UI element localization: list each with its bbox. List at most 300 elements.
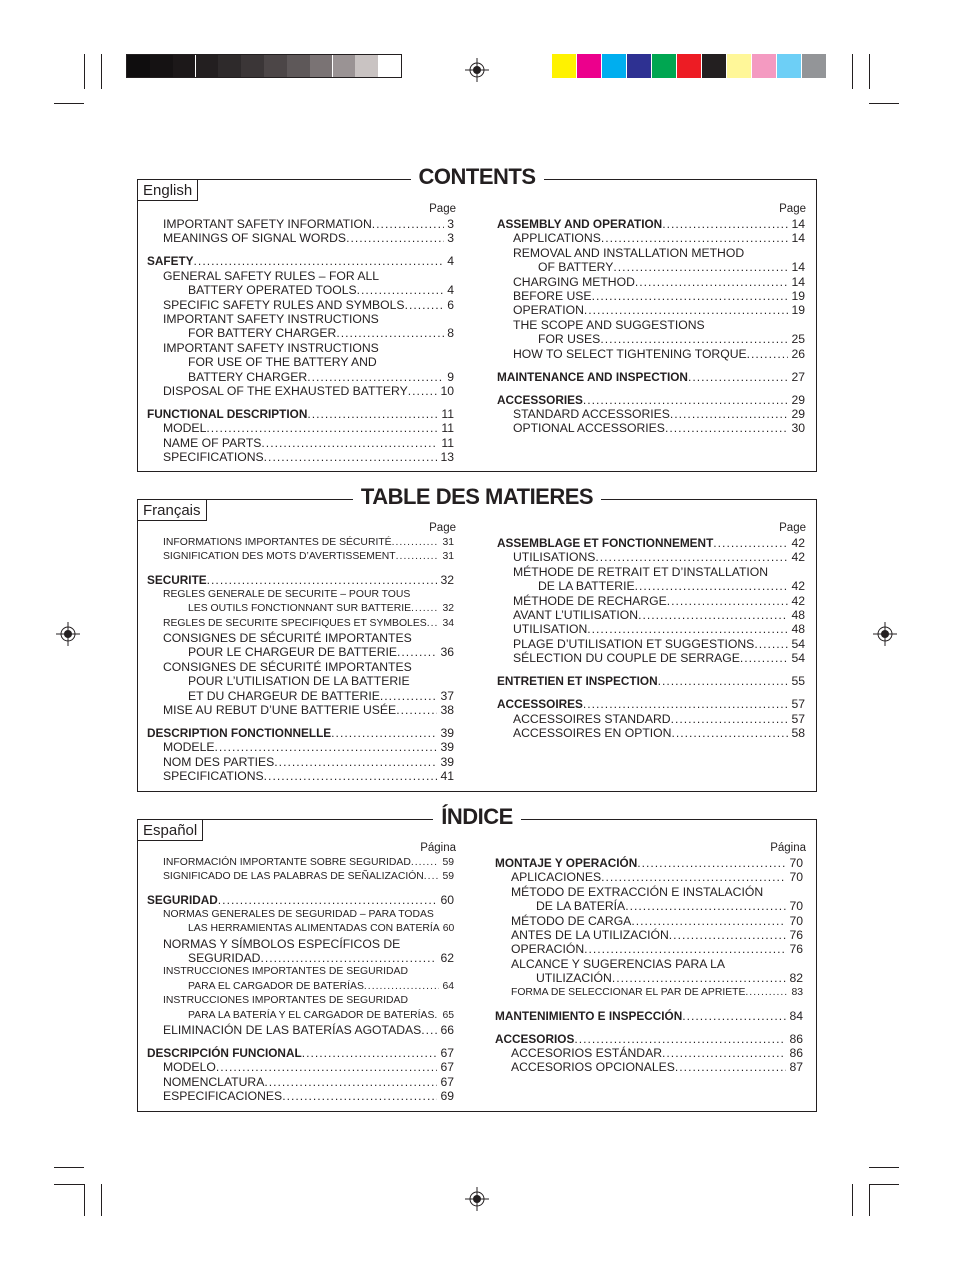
toc-page-number: 60 — [440, 893, 454, 908]
toc-entry-row — [511, 928, 803, 942]
toc-entry-row — [538, 332, 805, 346]
dot-leader — [740, 651, 789, 665]
toc-page-number: 62 — [440, 951, 454, 965]
toc-page-number — [802, 246, 805, 260]
toc-heading-row — [147, 254, 454, 268]
dot-leader — [682, 1009, 786, 1023]
toc-entry-row — [163, 908, 454, 922]
dot-leader — [658, 674, 789, 688]
toc-entry-title: HOW TO SELECT TIGHTENING TORQUE — [513, 346, 747, 361]
gray-swatch — [333, 55, 356, 77]
toc-page-number — [451, 355, 454, 369]
toc-entry-row — [188, 674, 454, 688]
toc-entry-row — [163, 965, 454, 979]
toc-entry-title: ACCESSOIRES EN OPTION — [513, 726, 672, 740]
toc-entry-title: MODEL — [163, 421, 207, 436]
toc-entry-title: ASSEMBLY AND OPERATION — [497, 217, 663, 231]
toc-entry-title: OPERACIÓN — [511, 942, 585, 957]
toc-page-number — [800, 957, 803, 971]
toc-entry-title: MODELO — [163, 1060, 216, 1075]
toc-page-number: 64 — [442, 980, 454, 992]
dot-leader — [216, 1060, 438, 1074]
dot-leader — [662, 217, 788, 231]
toc-entry-title: OF BATTERY — [538, 260, 614, 275]
toc-entry-title: GENERAL SAFETY RULES – FOR ALL — [163, 268, 380, 283]
dot-leader — [379, 312, 451, 326]
toc-page-number: 19 — [791, 303, 805, 318]
dot-leader — [584, 303, 789, 317]
dot-leader — [264, 450, 438, 464]
toc-page-number — [451, 660, 454, 674]
toc-page-number: 4 — [447, 254, 454, 269]
toc-entry-title: ELIMINACIÓN DE LAS BATERÍAS AGOTADAS — [163, 1023, 422, 1037]
page-column-header: Página — [770, 842, 806, 854]
dot-leader — [583, 393, 789, 407]
toc-page-number — [800, 885, 803, 899]
toc-page-number: 31 — [442, 537, 454, 548]
toc-page-number: 83 — [791, 986, 803, 998]
toc-entry-title: SAFETY — [147, 254, 194, 269]
toc-entry-title: BEFORE USE — [513, 289, 592, 303]
dot-leader — [667, 594, 789, 608]
toc-page-number: 76 — [789, 928, 803, 942]
section-title: CONTENTS — [138, 166, 816, 192]
toc-page-number: 4 — [447, 283, 454, 298]
dot-leader — [408, 965, 451, 979]
toc-page-number: 42 — [791, 579, 805, 594]
page-column-header: Página — [420, 842, 456, 854]
toc-entry-row — [513, 565, 805, 579]
toc-entry-title: MODELE — [163, 740, 215, 755]
toc-entry-title: ASSEMBLAGE ET FONCTIONNEMENT — [497, 536, 714, 550]
toc-entry-title: APPLICATIONS — [513, 231, 601, 246]
toc-entry-title: SECURITE — [147, 573, 207, 588]
dot-leader — [364, 980, 440, 994]
toc-page-number — [802, 565, 805, 579]
toc-entry-title: MÉTHODE DE RETRAIT ET D’INSTALLATION — [513, 564, 769, 579]
toc-entry-row — [163, 436, 454, 450]
toc-page-number: 69 — [440, 1089, 454, 1104]
toc-page-number: 87 — [789, 1060, 803, 1075]
toc-entry-row — [513, 289, 805, 303]
dot-leader — [412, 631, 451, 645]
toc-entry-row — [163, 1075, 454, 1089]
toc-heading-row — [497, 393, 805, 407]
toc-page-number: 31 — [442, 551, 454, 563]
dot-leader — [754, 637, 788, 651]
dot-leader — [405, 298, 445, 312]
toc-page-number: 59 — [442, 871, 454, 883]
registration-mark-top — [465, 58, 489, 82]
dot-leader — [264, 1075, 437, 1089]
contents-french-section — [137, 484, 817, 792]
toc-heading-row — [147, 573, 454, 587]
toc-page-number — [451, 994, 454, 1008]
dot-leader — [261, 436, 438, 450]
toc-entry-row — [188, 602, 454, 616]
toc-page-number: 6 — [447, 297, 454, 312]
toc-entry-title: UTILISATION — [513, 622, 588, 637]
toc-entry-title: FUNCTIONAL DESCRIPTION — [147, 407, 308, 421]
dot-leader — [379, 269, 451, 283]
toc-entry-row — [513, 608, 805, 622]
toc-entry-row — [511, 957, 803, 971]
dot-leader — [613, 260, 788, 274]
toc-entry-row — [188, 951, 454, 965]
toc-entry-title: MANTENIMIENTO E INSPECCIÓN — [495, 1008, 683, 1023]
dot-leader — [379, 341, 451, 355]
toc-page-number: 76 — [789, 942, 803, 957]
dot-leader — [671, 726, 788, 740]
language-tab: Français — [137, 499, 207, 521]
toc-entry-title: SPECIFICATIONS — [163, 769, 264, 784]
toc-page-number: 3 — [447, 231, 454, 246]
toc-page-number: 26 — [791, 346, 805, 361]
toc-heading-row — [497, 674, 805, 688]
dot-leader — [307, 407, 438, 421]
page-column-header: Page — [779, 522, 806, 534]
toc-page-number: 54 — [791, 651, 805, 666]
toc-entry-title: NORMAS Y SÍMBOLOS ESPECÍFICOS DE — [163, 936, 401, 951]
toc-page-number: 70 — [789, 899, 803, 914]
toc-page-number: 57 — [791, 711, 805, 726]
color-swatch — [652, 54, 676, 78]
gray-swatch — [310, 55, 333, 77]
color-swatch — [552, 54, 576, 78]
language-tab: English — [137, 179, 198, 201]
gray-swatch — [378, 55, 401, 77]
toc-page-number: 14 — [791, 217, 805, 231]
toc-heading-row — [147, 1046, 454, 1060]
toc-page-number: 54 — [791, 636, 805, 651]
toc-page-number: 10 — [440, 384, 454, 398]
toc-entry-row — [511, 870, 803, 884]
toc-page-number: 67 — [440, 1060, 454, 1075]
toc-page-number: 14 — [791, 274, 805, 289]
toc-page-number: 70 — [789, 913, 803, 928]
dot-leader — [595, 550, 788, 564]
toc-page-number: 25 — [791, 332, 805, 347]
toc-entry-title: ANTES DE LA UTILIZACIÓN — [511, 928, 669, 942]
toc-page-number: 13 — [440, 450, 454, 465]
toc-entry-row — [188, 1009, 454, 1023]
toc-entry-row — [511, 914, 803, 928]
gray-swatch — [264, 55, 287, 77]
toc-entry-title: IMPORTANT SAFETY INSTRUCTIONS — [163, 340, 379, 355]
toc-entry-row — [163, 450, 454, 464]
dot-leader — [671, 712, 789, 726]
toc-page-number — [451, 965, 454, 979]
dot-leader — [768, 565, 802, 579]
toc-heading-row — [147, 407, 454, 421]
toc-entry-title: REMOVAL AND INSTALLATION METHOD — [513, 245, 745, 260]
toc-entry-row — [511, 1046, 803, 1060]
dot-leader — [412, 660, 451, 674]
toc-entry-row — [163, 660, 454, 674]
dot-leader — [282, 1089, 437, 1103]
toc-heading-row — [497, 370, 805, 384]
toc-page-number: 86 — [789, 1031, 803, 1046]
toc-entry-title: CONSIGNES DE SÉCURITÉ IMPORTANTES — [163, 659, 412, 674]
dot-leader — [274, 755, 437, 769]
toc-entry-row — [513, 347, 805, 361]
dot-leader — [574, 1032, 786, 1046]
contents-spanish-section — [137, 804, 817, 1112]
toc-entry-title: SIGNIFICADO DE LAS PALABRAS DE SEÑALIZACIÓN — [163, 871, 424, 883]
toc-entry-row — [513, 318, 805, 332]
toc-entry-row — [163, 1023, 454, 1037]
toc-entry-row — [163, 421, 454, 435]
toc-entry-title: ACCESSORIES — [497, 392, 583, 407]
toc-page-number: 42 — [791, 550, 805, 565]
toc-heading-row — [497, 536, 805, 550]
toc-entry-title: SIGNIFICATION DES MOTS D’AVERTISSEMENT — [163, 551, 396, 563]
toc-page-number: 19 — [791, 289, 805, 303]
dot-leader — [744, 246, 802, 260]
color-swatch — [777, 54, 801, 78]
toc-entry-row — [163, 769, 454, 783]
toc-page-number: 37 — [440, 688, 454, 703]
toc-entry-row — [188, 689, 454, 703]
toc-entry-title: DE LA BATERÍA — [536, 899, 626, 914]
toc-page-number: 8 — [447, 326, 454, 341]
dot-leader — [377, 355, 451, 369]
toc-page-number: 42 — [791, 593, 805, 608]
toc-entry-row — [513, 407, 805, 421]
dot-leader — [669, 928, 787, 942]
toc-page-number: 42 — [791, 536, 805, 550]
section-title: TABLE DES MATIERES — [138, 486, 816, 512]
toc-entry-title: INFORMACIÓN IMPORTANTE SOBRE SEGURIDAD — [163, 857, 411, 868]
toc-page-number: 59 — [442, 857, 454, 868]
dot-leader — [264, 769, 438, 783]
toc-page-number — [802, 318, 805, 332]
toc-page-number: 41 — [440, 769, 454, 784]
toc-page-number: 58 — [791, 726, 805, 740]
toc-page-number — [451, 269, 454, 283]
dot-leader — [713, 536, 788, 550]
toc-entry-title: FORMA DE SELECCIONAR EL PAR DE APRIETE — [511, 986, 746, 998]
toc-entry-row — [163, 341, 454, 355]
toc-entry-title: PLAGE D’UTILISATION ET SUGGESTIONS — [513, 636, 755, 651]
toc-page-number: 11 — [441, 407, 454, 421]
toc-entry-title: ALCANCE Y SUGERENCIAS PARA LA — [511, 956, 726, 971]
toc-entry-title: STANDARD ACCESSORIES — [513, 407, 670, 421]
registration-mark-right — [873, 622, 897, 646]
toc-page-number — [451, 631, 454, 645]
toc-entry-row — [513, 421, 805, 435]
toc-entry-title: THE SCOPE AND SUGGESTIONS — [513, 317, 705, 332]
toc-page-number: 66 — [440, 1023, 454, 1037]
dot-leader — [260, 951, 437, 965]
toc-page-number — [451, 588, 454, 602]
color-calibration-bar — [552, 54, 827, 78]
toc-page-number: 29 — [791, 392, 805, 407]
dot-leader — [688, 370, 788, 384]
toc-entry-title: UTILISATIONS — [513, 550, 596, 565]
dot-leader — [408, 384, 438, 398]
toc-entry-title: ACCESORIOS ESTÁNDAR — [511, 1046, 663, 1060]
toc-page-number: 30 — [791, 421, 805, 436]
dot-leader — [635, 579, 789, 593]
toc-entry-title: LAS HERRAMIENTAS ALIMENTADAS CON BATERÍA — [188, 923, 440, 935]
dot-leader — [411, 602, 439, 616]
dot-leader — [396, 550, 440, 564]
dot-leader — [346, 231, 444, 245]
toc-entry-row — [513, 275, 805, 289]
toc-page-number: 67 — [440, 1046, 454, 1060]
toc-entry-title: REGLES DE SECURITE SPECIFIQUES ET SYMBOLES — [163, 617, 427, 629]
toc-entry-title: MISE AU REBUT D’UNE BATTERIE USÉE — [163, 703, 397, 717]
gray-swatch — [287, 55, 310, 77]
toc-entry-row — [511, 986, 803, 1000]
gray-swatch — [127, 55, 150, 77]
dot-leader — [583, 697, 789, 711]
toc-entry-title: AVANT L’UTILISATION — [513, 608, 639, 622]
toc-entry-title: MÉTODO DE EXTRACCIÓN E INSTALACIÓN — [511, 884, 764, 899]
dot-leader — [307, 370, 444, 384]
toc-page-number: 3 — [447, 217, 454, 231]
section-title: ÍNDICE — [138, 806, 816, 832]
toc-entry-title: ET DU CHARGEUR DE BATTERIE — [188, 688, 380, 703]
language-tab: Español — [137, 819, 203, 841]
dot-leader — [207, 573, 438, 587]
toc-heading-row — [495, 1009, 803, 1023]
dot-leader — [612, 971, 787, 985]
toc-entry-title: MÉTODO DE CARGA — [511, 913, 632, 928]
page-column-header: Page — [779, 203, 806, 215]
toc-entry-title: BATTERY OPERATED TOOLS — [188, 283, 357, 298]
dot-leader — [637, 856, 786, 870]
toc-page-number: 70 — [789, 870, 803, 885]
toc-entry-row — [163, 217, 454, 231]
toc-entry-title: MÉTHODE DE RECHARGE — [513, 593, 667, 608]
toc-entry-row — [163, 1089, 454, 1103]
toc-page-number: 60 — [442, 923, 455, 935]
color-swatch — [602, 54, 626, 78]
toc-entry-row — [513, 246, 805, 260]
dot-leader — [638, 608, 788, 622]
dot-leader — [218, 893, 438, 907]
toc-page-number: 14 — [791, 231, 805, 246]
toc-entry-title: OPERATION — [513, 303, 584, 318]
dot-leader — [396, 703, 437, 717]
toc-entry-title: DE LA BATTERIE — [538, 579, 635, 594]
toc-entry-title: DISPOSAL OF THE EXHAUSTED BATTERY — [163, 384, 408, 398]
dot-leader — [397, 645, 437, 659]
toc-page-number: 48 — [791, 608, 805, 622]
dot-leader — [392, 536, 440, 550]
toc-entry-title: ACCESORIOS OPCIONALES — [511, 1060, 675, 1075]
toc-entry-row — [163, 994, 454, 1008]
dot-leader — [302, 1046, 438, 1060]
toc-entry-row — [163, 536, 454, 550]
toc-page-number: 9 — [447, 369, 454, 384]
toc-page-number: 32 — [440, 573, 454, 588]
dot-leader — [331, 726, 437, 740]
toc-entry-row — [511, 1060, 803, 1074]
gray-swatch — [196, 55, 219, 77]
dot-leader — [631, 914, 786, 928]
toc-page-number: 86 — [789, 1046, 803, 1060]
toc-page-number: 38 — [440, 703, 454, 717]
gray-swatch — [218, 55, 241, 77]
toc-entry-row — [163, 312, 454, 326]
toc-entry-title: DESCRIPTION FONCTIONNELLE — [147, 726, 332, 740]
color-swatch — [727, 54, 751, 78]
toc-heading-row — [497, 697, 805, 711]
toc-entry-row — [163, 703, 454, 717]
toc-entry-title: FOR USE OF THE BATTERY AND — [188, 355, 377, 370]
toc-entry-title: UTILIZACIÓN — [536, 971, 612, 986]
toc-entry-title: MEANINGS OF SIGNAL WORDS — [163, 231, 347, 246]
toc-entry-row — [163, 856, 454, 870]
toc-entry-row — [163, 870, 454, 884]
dot-leader — [214, 740, 437, 754]
toc-entry-title: IMPORTANT SAFETY INFORMATION — [163, 217, 372, 231]
dot-leader — [600, 332, 788, 346]
toc-page-number: 32 — [442, 603, 454, 615]
toc-page-number: 55 — [791, 674, 805, 689]
dot-leader — [408, 994, 451, 1008]
toc-entry-title: APLICACIONES — [511, 870, 602, 885]
toc-entry-row — [163, 631, 454, 645]
page-column-header: Page — [429, 522, 456, 534]
toc-entry-row — [188, 922, 454, 936]
toc-page-number: 11 — [441, 435, 454, 450]
toc-entry-title: INSTRUCCIONES IMPORTANTES DE SEGURIDAD — [163, 966, 408, 978]
toc-entry-title: CHARGING METHOD — [513, 274, 635, 289]
dot-leader — [400, 937, 451, 951]
toc-page-number: 29 — [791, 407, 805, 421]
toc-entry-title: ACCESSOIRES — [497, 697, 583, 712]
toc-entry-title: SEGURIDAD — [188, 951, 261, 965]
toc-page-number: 14 — [791, 260, 805, 275]
toc-page-number: 84 — [789, 1008, 803, 1023]
dot-leader — [670, 407, 789, 421]
toc-entry-title: POUR LE CHARGEUR DE BATTERIE — [188, 645, 398, 660]
toc-entry-row — [538, 260, 805, 274]
dot-leader — [357, 283, 445, 297]
toc-entry-row — [513, 594, 805, 608]
gray-swatch — [241, 55, 264, 77]
dot-leader — [662, 1046, 786, 1060]
toc-page-number — [451, 312, 454, 326]
dot-leader — [336, 326, 444, 340]
registration-mark-bottom — [465, 1187, 489, 1211]
registration-mark-left — [56, 622, 80, 646]
dot-leader — [675, 1060, 787, 1074]
dot-leader — [434, 908, 451, 922]
toc-entry-title: ACCESORIOS — [495, 1031, 575, 1046]
toc-entry-title: FOR USES — [538, 332, 601, 347]
toc-page-number: 82 — [789, 971, 803, 986]
toc-entry-row — [188, 370, 454, 384]
dot-leader — [705, 318, 802, 332]
toc-entry-title: OPTIONAL ACCESSORIES — [513, 421, 665, 436]
dot-leader — [410, 588, 451, 602]
toc-entry-row — [163, 740, 454, 754]
dot-leader — [584, 942, 786, 956]
dot-leader — [411, 856, 440, 870]
dot-leader — [592, 289, 789, 303]
toc-page-number: 67 — [440, 1074, 454, 1089]
gray-swatch — [173, 55, 196, 77]
grayscale-calibration-bar — [126, 54, 402, 78]
toc-entry-title: MONTAJE Y OPERACIÓN — [495, 856, 638, 870]
contents-english-section — [137, 164, 817, 472]
dot-leader — [421, 1023, 437, 1037]
